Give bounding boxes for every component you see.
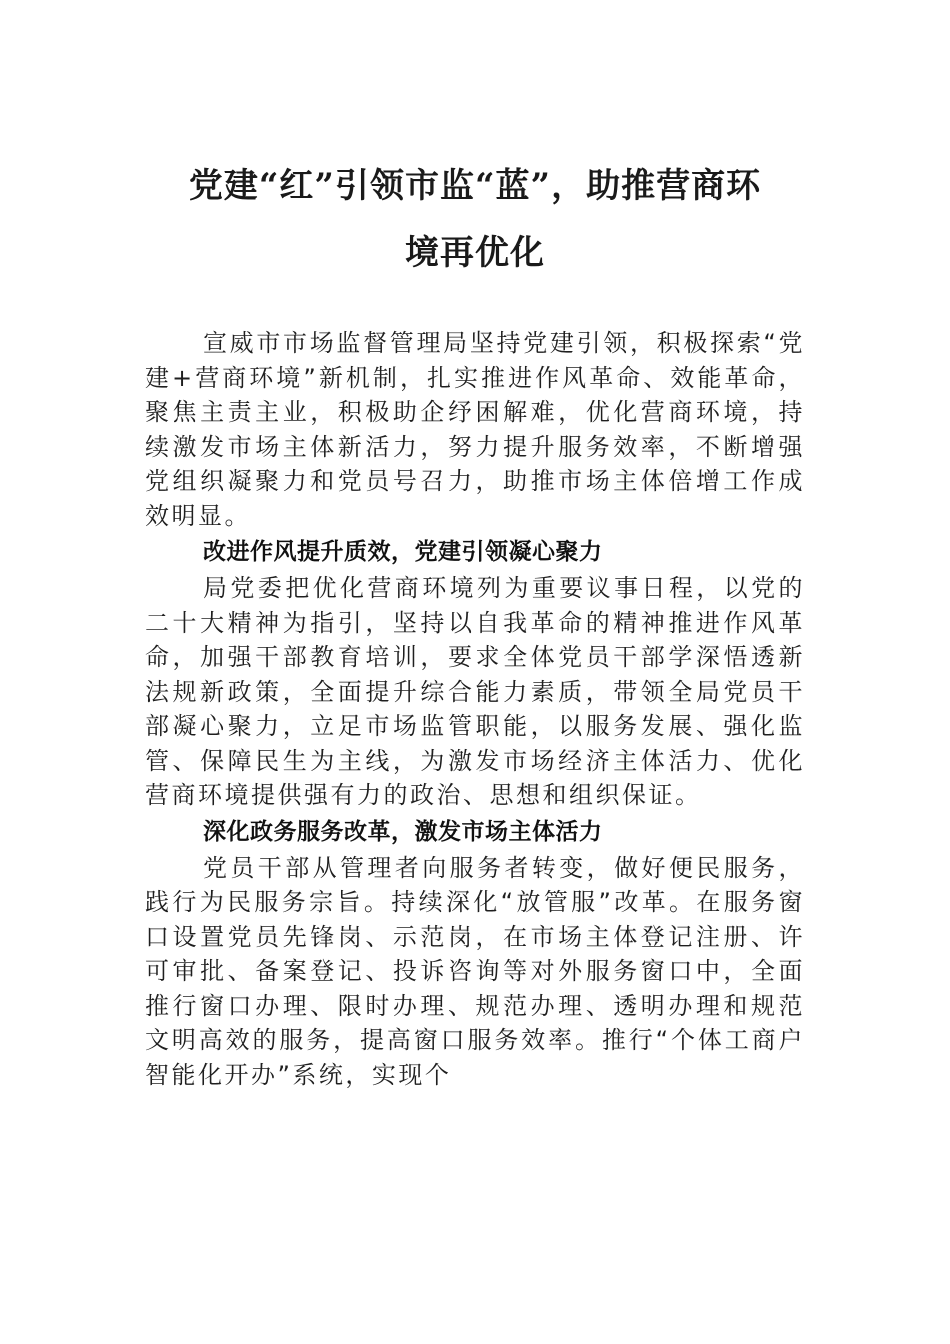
section-1-heading: 改进作风提升质效，党建引领凝心聚力 [203,539,603,565]
article-title-line-1: 党建“红”引领市监“蓝”，助推营商环 [188,166,762,206]
section-2-heading: 深化政务服务改革，激发市场主体活力 [203,818,603,845]
section-1-paragraph: 局党委把优化营商环境列为重要议事日程，以党的二十大精神为指引，坚持以自我革命的精神推进作风革命，加强干部教育培训，要求全体党员干部学深悟透新法规新政策，全面提升综合能力素质，带领全局党员干部凝心聚力，立足市场监管职能，以服务发展、强化监管、保障民生为主线，为激发市场经济主体活力、优化营商环境提供强有力的政治、思想和组织保证。 [145,574,805,809]
article-body [145,326,805,1092]
section-2-paragraph: 党员干部从管理者向服务者转变，做好便民服务，践行为民服务宗旨。持续深化“放管服”改革。在服务窗口设置党员先锋岗、示范岗，在市场主体登记注册、许可审批、备案登记、投诉咨询等对外服务窗口中，全面推行窗口办理、限时办理、规范办理、透明办理和规范文明高效的服务，提高窗口服务效率。推行“个体工商户智能化开办”系统，实现个 [145,853,805,1089]
intro-paragraph: 宣威市市场监督管理局坚持党建引领，积极探索“党建+营商环境”新机制，扎实推进作风革命、效能革命，聚焦主责主业，积极助企纾困解难，优化营商环境，持续激发市场主体新活力，努力提升服务效率，不断增强党组织凝聚力和党员号召力，助推市场主体倍增工作成效明显。 [145,329,805,530]
article-title-line-2: 境再优化 [405,233,545,273]
